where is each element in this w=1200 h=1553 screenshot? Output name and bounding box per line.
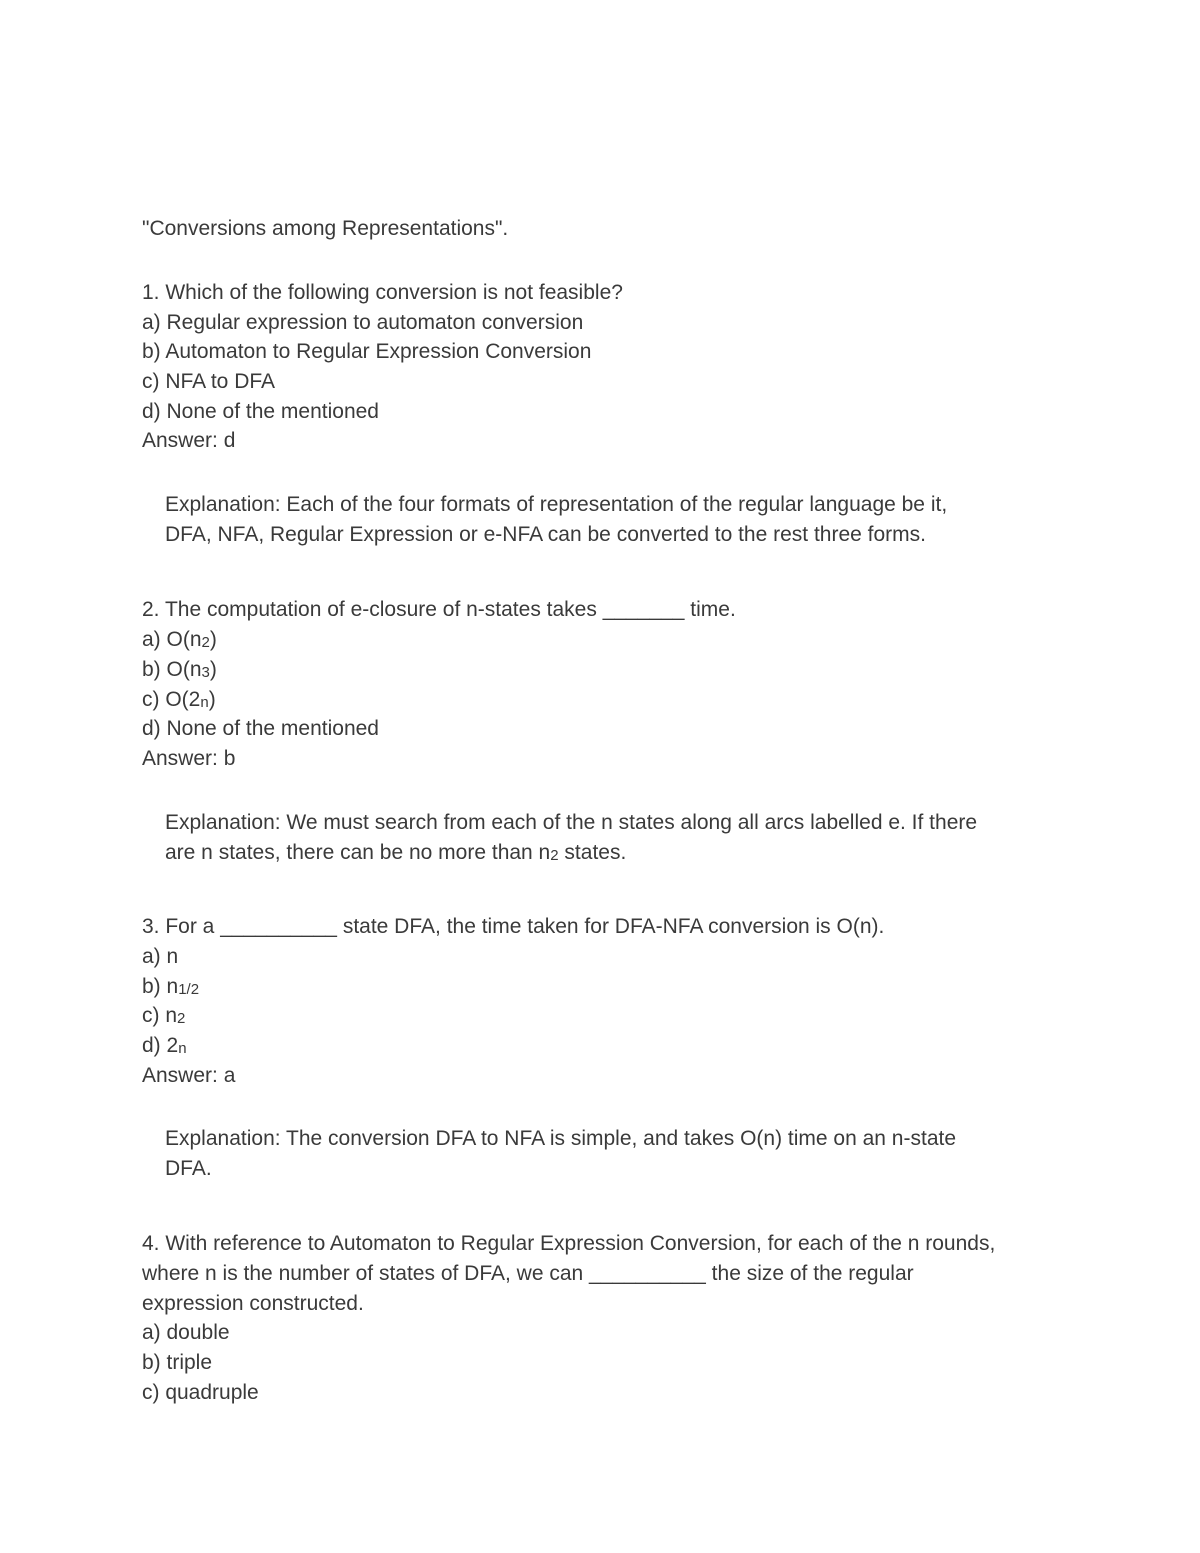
question-3-option-a: a) n: [142, 945, 179, 968]
question-4-stem-line-3: expression constructed.: [142, 1292, 364, 1315]
question-2-option-a: [142, 625, 217, 658]
question-4-option-b: b) triple: [142, 1351, 213, 1374]
document-title: "Conversions among Representations".: [142, 217, 509, 240]
question-2-option-d: d) None of the mentioned: [142, 717, 379, 740]
question-4-stem-line-1: 4. With reference to Automaton to Regular Expression Conversion, for each of the n rounds,: [142, 1232, 996, 1255]
explanation-text: are n states, there can be no more than n: [165, 841, 551, 864]
question-3-stem: 3. For a __________ state DFA, the time taken for DFA-NFA conversion is O(n).: [142, 915, 885, 938]
question-1-option-d: d) None of the mentioned: [142, 400, 379, 423]
question-1-option-a: a) Regular expression to automaton conversion: [142, 311, 584, 334]
question-3-option-c: [142, 1001, 185, 1034]
question-4-stem-line-2: where n is the number of states of DFA, we can __________ the size of the regular: [142, 1262, 914, 1285]
option-exponent: 2: [201, 634, 210, 651]
option-text: d) 2: [142, 1034, 179, 1057]
option-exponent: n: [200, 694, 209, 711]
question-1-option-b: b) Automaton to Regular Expression Conversion: [142, 340, 592, 363]
question-3-explanation-line-1: Explanation: The conversion DFA to NFA is simple, and takes O(n) time on an n-state: [165, 1127, 957, 1150]
option-text: c) O(2: [142, 688, 201, 711]
option-exponent: 3: [201, 664, 210, 681]
question-1-explanation-line-2: DFA, NFA, Regular Expression or e-NFA can be converted to the rest three forms.: [165, 523, 927, 546]
question-1-explanation-line-1: Explanation: Each of the four formats of representation of the regular language be it,: [165, 493, 948, 516]
explanation-text-end: states.: [558, 841, 627, 864]
option-exponent: 2: [177, 1010, 186, 1027]
question-2-option-b: [142, 655, 217, 688]
option-text: c) n: [142, 1004, 178, 1027]
option-text-end: ): [208, 688, 216, 711]
question-3-explanation-line-2: DFA.: [165, 1157, 212, 1180]
question-1-answer: Answer: d: [142, 429, 236, 452]
question-2-stem: 2. The computation of e-closure of n-states takes _______ time.: [142, 598, 736, 621]
question-3-option-d: [142, 1031, 187, 1064]
question-2-answer: Answer: b: [142, 747, 236, 770]
option-text: b) O(n: [142, 658, 202, 681]
question-4-option-a: a) double: [142, 1321, 230, 1344]
option-exponent: 1/2: [178, 981, 200, 998]
option-exponent: n: [178, 1040, 187, 1057]
option-text-end: ): [209, 658, 217, 681]
question-1-stem: 1. Which of the following conversion is not feasible?: [142, 281, 623, 304]
explanation-exponent: 2: [550, 847, 559, 864]
question-2-explanation-line-2: [165, 838, 626, 871]
question-3-answer: Answer: a: [142, 1064, 236, 1087]
option-text: a) O(n: [142, 628, 202, 651]
question-1-option-c: c) NFA to DFA: [142, 370, 276, 393]
question-4-option-c: c) quadruple: [142, 1381, 259, 1404]
question-2-explanation-line-1: Explanation: We must search from each of the n states along all arcs labelled e. If there: [165, 811, 978, 834]
option-text: b) n: [142, 975, 179, 998]
option-text-end: ): [209, 628, 217, 651]
